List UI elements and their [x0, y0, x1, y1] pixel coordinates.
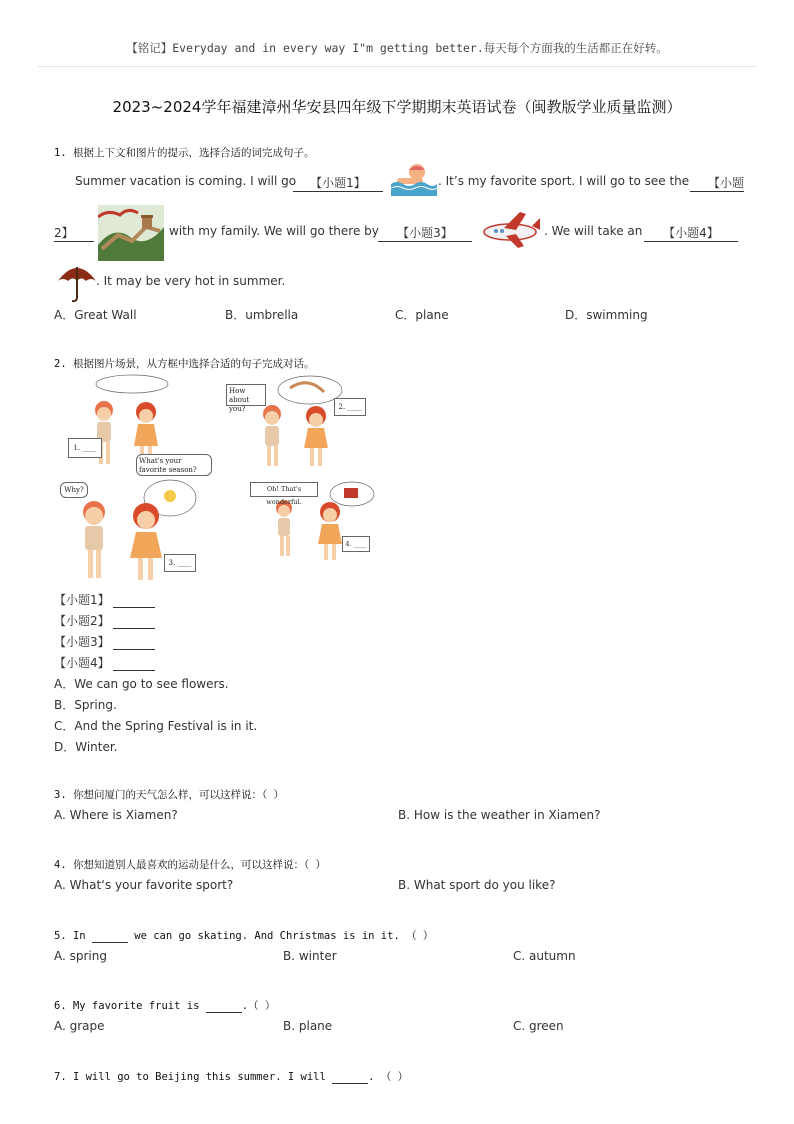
- page-title: 2023~2024学年福建漳州华安县四年级下学期期末英语试卷（闽教版学业质量监测）: [112, 98, 682, 116]
- q5-option-c[interactable]: C. autumn: [513, 949, 576, 963]
- q7-blank[interactable]: [332, 1071, 368, 1084]
- q2-option-d[interactable]: D．Winter.: [54, 740, 118, 754]
- q2-blank-4[interactable]: [113, 656, 155, 671]
- q2-subquestion-3: 【小题3】: [54, 633, 155, 650]
- q5-option-a[interactable]: A. spring: [54, 949, 107, 963]
- q5-heading: 5. In we can go skating. And Christmas is in it. （ ）: [54, 930, 434, 942]
- q2-scene2-question: How about you?: [226, 384, 266, 406]
- q2-option-b[interactable]: B．Spring.: [54, 698, 117, 712]
- q2-scene3-answer: 3. ____: [164, 554, 196, 572]
- q2-subquestion-1: 【小题1】: [54, 591, 155, 608]
- q2-heading: 2. 根据图片场景，从方框中选择合适的句子完成对话。: [54, 358, 315, 370]
- q2-option-a[interactable]: A．We can go to see flowers.: [54, 677, 229, 691]
- q1-option-b[interactable]: B．umbrella: [225, 308, 299, 322]
- q4-heading: 4. 你想知道别人最喜欢的运动是什么，可以这样说：（ ）: [54, 859, 327, 871]
- q2-scene-3: [58, 478, 208, 586]
- q2-subquestion-4: 【小题4】: [54, 654, 155, 671]
- q1-line1-text-a: Summer vacation is coming. I will go: [75, 174, 297, 188]
- q2-scene1-question: What's your favorite season?: [136, 454, 212, 476]
- q2-scene4-question: Oh! That's wonderful.: [250, 482, 318, 497]
- q2-scene2-answer: 2. ____: [334, 398, 366, 416]
- q3-heading: 3. 你想问厦门的天气怎么样，可以这样说：（ ）: [54, 789, 285, 801]
- q6-option-b[interactable]: B. plane: [283, 1019, 333, 1033]
- q2-scene-1: [62, 374, 212, 478]
- q3-option-a[interactable]: A. Where is Xiamen?: [54, 808, 178, 822]
- header-divider: [38, 66, 756, 67]
- q1-blank-2b[interactable]: 2】: [54, 224, 94, 242]
- q2-blank-3[interactable]: [113, 635, 155, 650]
- q6-option-c[interactable]: C. green: [513, 1019, 564, 1033]
- q2-scene1-answer: 1. ____: [68, 438, 102, 458]
- q2-scene3-question: Why?: [60, 482, 88, 498]
- q2-option-c[interactable]: C．And the Spring Festival is in it.: [54, 719, 258, 733]
- q2-blank-2[interactable]: [113, 614, 155, 629]
- q3-option-b[interactable]: B. How is the weather in Xiamen?: [398, 808, 601, 822]
- q1-option-c[interactable]: C．plane: [395, 308, 449, 322]
- q6-option-a[interactable]: A. grape: [54, 1019, 105, 1033]
- q1-blank-3[interactable]: 【小题3】: [378, 224, 472, 242]
- q1-line1-text-b: . It’s my favorite sport. I will go to see the: [438, 174, 690, 188]
- q1-line2-text-a: with my family. We will go there by: [169, 224, 379, 238]
- q6-blank[interactable]: [206, 1000, 242, 1013]
- q2-scene4-answer: 4. ____: [342, 536, 370, 552]
- q1-blank-1[interactable]: 【小题1】: [293, 174, 383, 192]
- q5-blank[interactable]: [92, 930, 128, 943]
- q2-subquestion-2: 【小题2】: [54, 612, 155, 629]
- page-motto: 【铭记】Everyday and in every way I"m getting better.每天每个方面我的生活都正在好转。: [126, 41, 668, 55]
- plane-picture: [480, 210, 542, 250]
- q2-blank-1[interactable]: [113, 593, 155, 608]
- q1-line2-text-b: . We will take an: [544, 224, 643, 238]
- q1-option-d[interactable]: D．swimming: [565, 308, 648, 322]
- q1-heading: 1. 根据上下文和图片的提示，选择合适的词完成句子。: [54, 147, 315, 159]
- q7-heading: 7. I will go to Beijing this summer. I will . （ ）: [54, 1071, 409, 1083]
- q1-blank-2a[interactable]: 【小题: [690, 174, 744, 192]
- q6-heading: 6. My favorite fruit is .（ ）: [54, 1000, 276, 1012]
- swimming-picture: [391, 160, 437, 196]
- q1-blank-4[interactable]: 【小题4】: [644, 224, 738, 242]
- q2-scene-2: [224, 374, 374, 478]
- umbrella-picture: [56, 261, 98, 303]
- great-wall-picture: [98, 205, 164, 261]
- q5-option-b[interactable]: B. winter: [283, 949, 337, 963]
- q4-option-b[interactable]: B. What sport do you like?: [398, 878, 556, 892]
- q2-scene-4: [246, 478, 376, 568]
- q1-line3-text: . It may be very hot in summer.: [96, 274, 286, 288]
- q4-option-a[interactable]: A. What‘s your favorite sport?: [54, 878, 234, 892]
- q1-option-a[interactable]: A．Great Wall: [54, 308, 137, 322]
